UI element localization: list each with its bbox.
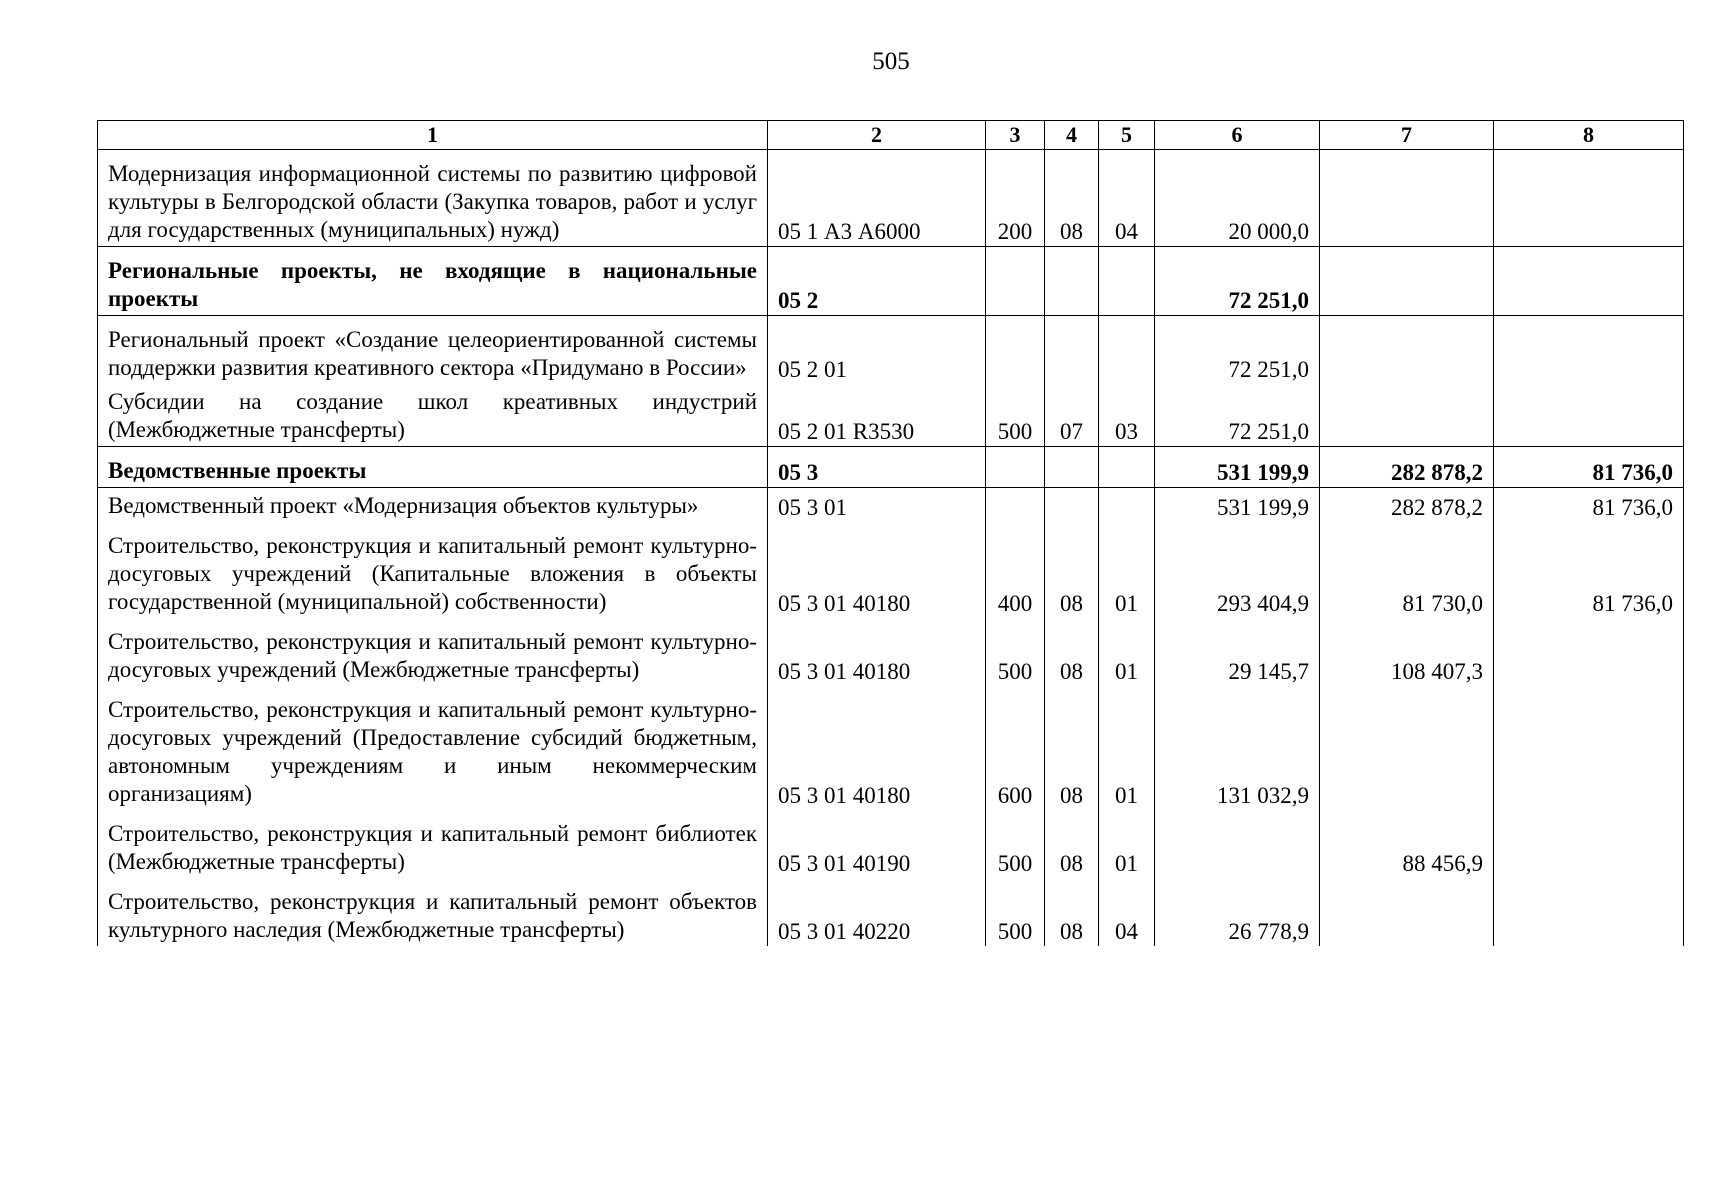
budget-table — [97, 120, 1684, 946]
table-row — [98, 384, 1684, 447]
row-section — [1045, 447, 1099, 488]
table-row — [98, 810, 1684, 878]
row-code: 05 2 01 R3530 — [768, 384, 986, 447]
row-section: 08 — [1045, 810, 1099, 878]
column-header: 6 — [1155, 121, 1320, 150]
row-expense-type: 200 — [986, 150, 1045, 247]
row-code: 05 1 А3 А6000 — [768, 150, 986, 247]
row-amount-8: 81 736,0 — [1494, 447, 1684, 488]
row-code: 05 2 01 — [768, 316, 986, 385]
column-header: 8 — [1494, 121, 1684, 150]
row-section: 08 — [1045, 150, 1099, 247]
row-section — [1045, 316, 1099, 385]
row-amount-7: 108 407,3 — [1320, 618, 1494, 686]
row-amount-7 — [1320, 316, 1494, 385]
table-body — [98, 150, 1684, 947]
row-amount-6: 72 251,0 — [1155, 316, 1320, 385]
column-header: 4 — [1045, 121, 1099, 150]
row-amount-8 — [1494, 384, 1684, 447]
row-name: Региональный проект «Создание целеориентированной системы поддержки развития креативного сектора «Придумано в России» — [98, 316, 768, 385]
column-header: 7 — [1320, 121, 1494, 150]
row-amount-8 — [1494, 316, 1684, 385]
row-name: Ведомственные проекты — [98, 447, 768, 488]
row-amount-8 — [1494, 150, 1684, 247]
row-amount-8 — [1494, 810, 1684, 878]
header-row — [98, 121, 1684, 150]
row-name: Субсидии на создание школ креативных индустрий (Межбюджетные трансферты) — [98, 384, 768, 447]
row-amount-8: 81 736,0 — [1494, 488, 1684, 523]
row-amount-8: 81 736,0 — [1494, 522, 1684, 618]
row-subsection: 01 — [1099, 810, 1155, 878]
row-code: 05 2 — [768, 247, 986, 316]
row-expense-type — [986, 316, 1045, 385]
row-amount-7 — [1320, 878, 1494, 946]
row-amount-6: 72 251,0 — [1155, 247, 1320, 316]
column-header: 1 — [98, 121, 768, 150]
table-row — [98, 247, 1684, 316]
table-row — [98, 686, 1684, 810]
row-section: 08 — [1045, 878, 1099, 946]
table-row — [98, 316, 1684, 385]
column-header: 5 — [1099, 121, 1155, 150]
row-subsection: 01 — [1099, 686, 1155, 810]
row-subsection — [1099, 447, 1155, 488]
row-code: 05 3 01 40190 — [768, 810, 986, 878]
row-section: 08 — [1045, 686, 1099, 810]
row-subsection — [1099, 247, 1155, 316]
row-expense-type — [986, 247, 1045, 316]
row-subsection: 04 — [1099, 878, 1155, 946]
row-amount-8 — [1494, 618, 1684, 686]
row-amount-7: 282 878,2 — [1320, 488, 1494, 523]
table-row — [98, 878, 1684, 946]
row-expense-type: 600 — [986, 686, 1045, 810]
row-amount-6: 29 145,7 — [1155, 618, 1320, 686]
row-section — [1045, 488, 1099, 523]
row-name: Ведомственный проект «Модернизация объектов культуры» — [98, 488, 768, 523]
row-expense-type — [986, 447, 1045, 488]
row-amount-6: 131 032,9 — [1155, 686, 1320, 810]
row-subsection: 01 — [1099, 522, 1155, 618]
row-amount-7 — [1320, 686, 1494, 810]
row-amount-6: 293 404,9 — [1155, 522, 1320, 618]
table-row — [98, 150, 1684, 247]
row-section — [1045, 247, 1099, 316]
row-amount-7 — [1320, 247, 1494, 316]
row-name: Строительство, реконструкция и капитальный ремонт культурно-досуговых учреждений (Капитальные вложения в объекты государственной (муниципальной) собственности) — [98, 522, 768, 618]
row-amount-7: 81 730,0 — [1320, 522, 1494, 618]
table-row — [98, 522, 1684, 618]
row-name: Строительство, реконструкция и капитальный ремонт культурно-досуговых учреждений (Межбюджетные трансферты) — [98, 618, 768, 686]
row-code: 05 3 01 40180 — [768, 686, 986, 810]
column-header: 3 — [986, 121, 1045, 150]
row-subsection: 03 — [1099, 384, 1155, 447]
row-name: Региональные проекты, не входящие в национальные проекты — [98, 247, 768, 316]
row-subsection: 04 — [1099, 150, 1155, 247]
column-header: 2 — [768, 121, 986, 150]
row-amount-6 — [1155, 810, 1320, 878]
row-expense-type: 500 — [986, 810, 1045, 878]
row-expense-type: 500 — [986, 384, 1045, 447]
row-subsection — [1099, 316, 1155, 385]
row-section: 08 — [1045, 522, 1099, 618]
row-amount-7 — [1320, 150, 1494, 247]
row-amount-7: 88 456,9 — [1320, 810, 1494, 878]
row-expense-type — [986, 488, 1045, 523]
row-subsection — [1099, 488, 1155, 523]
row-section: 07 — [1045, 384, 1099, 447]
row-amount-6: 20 000,0 — [1155, 150, 1320, 247]
row-amount-6: 531 199,9 — [1155, 447, 1320, 488]
row-amount-8 — [1494, 686, 1684, 810]
row-section: 08 — [1045, 618, 1099, 686]
row-amount-8 — [1494, 878, 1684, 946]
row-code: 05 3 01 40180 — [768, 618, 986, 686]
row-expense-type: 400 — [986, 522, 1045, 618]
row-amount-7: 282 878,2 — [1320, 447, 1494, 488]
row-amount-6: 26 778,9 — [1155, 878, 1320, 946]
table-row — [98, 488, 1684, 523]
row-amount-7 — [1320, 384, 1494, 447]
row-code: 05 3 — [768, 447, 986, 488]
page-number: 505 — [872, 48, 910, 75]
table-row — [98, 618, 1684, 686]
row-name: Строительство, реконструкция и капитальный ремонт библиотек (Межбюджетные трансферты) — [98, 810, 768, 878]
row-name: Строительство, реконструкция и капитальный ремонт культурно-досуговых учреждений (Предоставление субсидий бюджетным, автономным учреждениям и иным некоммерческим организациям) — [98, 686, 768, 810]
table-row — [98, 447, 1684, 488]
row-code: 05 3 01 — [768, 488, 986, 523]
row-expense-type: 500 — [986, 878, 1045, 946]
row-subsection: 01 — [1099, 618, 1155, 686]
row-amount-8 — [1494, 247, 1684, 316]
row-amount-6: 72 251,0 — [1155, 384, 1320, 447]
row-name: Модернизация информационной системы по развитию цифровой культуры в Белгородской области (Закупка товаров, работ и услуг для государственных (муниципальных) нужд) — [98, 150, 768, 247]
row-expense-type: 500 — [986, 618, 1045, 686]
row-amount-6: 531 199,9 — [1155, 488, 1320, 523]
row-code: 05 3 01 40220 — [768, 878, 986, 946]
row-code: 05 3 01 40180 — [768, 522, 986, 618]
row-name: Строительство, реконструкция и капитальный ремонт объектов культурного наследия (Межбюджетные трансферты) — [98, 878, 768, 946]
